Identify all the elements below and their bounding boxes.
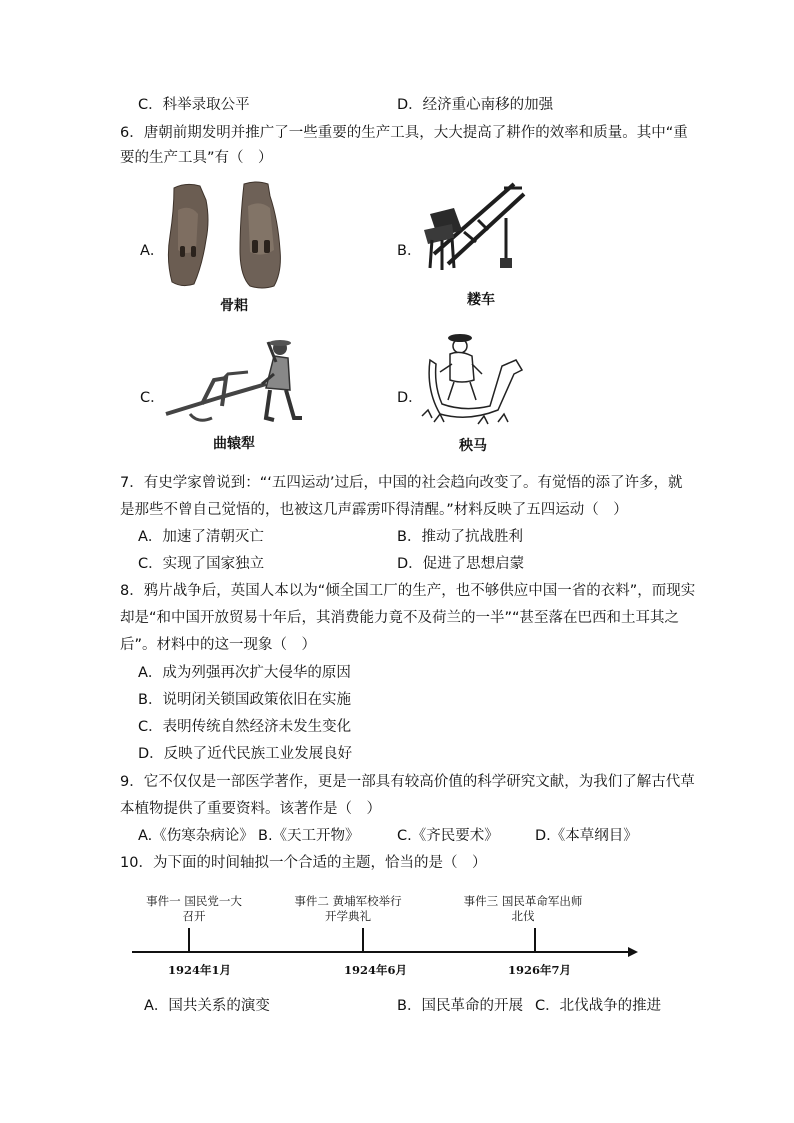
q6-option-a-letter: A． [140,243,165,259]
timeline-date-1: 1924年1月 [168,963,232,977]
q6-option-a-caption: 骨耜 [220,298,248,314]
timeline-event-1-line1: 事件一 国民党一大 [146,894,242,908]
q8-option-b: B．说明闭关锁国政策依旧在实施 [138,692,351,708]
bone-spade-image [166,180,286,292]
timeline-date-2: 1924年6月 [344,963,408,977]
q7-option-a: A．加速了清朝灭亡 [138,529,264,545]
timeline-event-2-line1: 事件二 黄埔军校举行 [294,894,402,908]
q9-stem-line1: 9．它不仅仅是一部医学著作，更是一部具有较高价值的科学研究文献，为我们了解古代草 [120,774,695,790]
q8-option-d: D．反映了近代民族工业发展良好 [138,746,353,762]
timeline-event-3-line2: 北伐 [511,909,535,923]
q7-stem-line1: 7．有史学家曾说到：“‘五四运动’过后，中国的社会趋向改变了。有觉悟的添了许多，就 [120,475,683,491]
timeline-event-1 [146,894,242,924]
rice-seedling-horse-image [418,330,528,434]
q8-option-c: C．表明传统自然经济未发生变化 [138,719,352,735]
q6-option-b-caption: 耧车 [467,292,495,308]
q7-option-c: C．实现了国家独立 [138,556,265,572]
q5-option-c: C．科举录取公平 [138,97,250,113]
timeline-event-2 [290,894,406,924]
q5-option-d: D．经济重心南移的加强 [397,97,554,113]
q6-option-b-letter: B． [397,243,422,259]
seed-drill-image [418,178,530,274]
timeline-event-2-line2: 开学典礼 [325,909,371,923]
q9-stem-line2: 本植物提供了重要资料。该著作是（ ） [120,801,381,817]
q9-option-a: A.《伤寒杂病论》 [138,828,254,844]
q7-stem-line2: 是那些不曾自己觉悟的，也被这几声霹雳吓得清醒。”材料反映了五四运动（ ） [120,502,628,518]
q6-option-d-caption: 秧马 [459,438,487,454]
timeline-event-3 [458,894,588,924]
q10-option-a: A．国共关系的演变 [144,998,270,1014]
q7-option-b: B．推动了抗战胜利 [397,529,523,545]
q9-option-b: B.《天工开物》 [258,828,360,844]
q6-option-d-letter: D． [397,390,423,406]
q10-stem: 10．为下面的时间轴拟一个合适的主题，恰当的是（ ） [120,855,487,871]
timeline-date-3: 1926年7月 [508,963,572,977]
q9-option-c: C.《齐民要术》 [397,828,499,844]
timeline-axis [130,924,640,964]
q6-option-c-caption: 曲辕犁 [213,436,255,452]
q6-option-c-letter: C． [140,390,165,406]
timeline-event-3-line1: 事件三 国民革命军出师 [463,894,583,908]
q8-stem-line1: 8．鸦片战争后，英国人本以为“倾全国工厂的生产，也不够供应中国一省的衣料”，而现实 [120,583,696,599]
q8-stem-line3: 后”。材料中的这一现象（ ） [120,637,317,653]
q6-stem-line1: 6．唐朝前期发明并推广了一些重要的生产工具，大大提高了耕作的效率和质量。其中“重 [120,125,688,141]
q8-stem-line2: 却是“和中国开放贸易十年后，其消费能力竟不及荷兰的一半”“甚至落在巴西和土耳其之 [120,610,680,626]
q9-option-d: D.《本草纲目》 [535,828,638,844]
q6-stem-line2: 要的生产工具”有（ ） [120,150,273,166]
q10-option-b: B．国民革命的开展 [397,998,523,1014]
q7-option-d: D．促进了思想启蒙 [397,556,525,572]
q8-option-a: A．成为列强再次扩大侵华的原因 [138,665,351,681]
curved-plough-image [162,334,312,430]
timeline-event-1-line2: 召开 [182,909,206,923]
q10-option-c: C．北伐战争的推进 [535,998,662,1014]
